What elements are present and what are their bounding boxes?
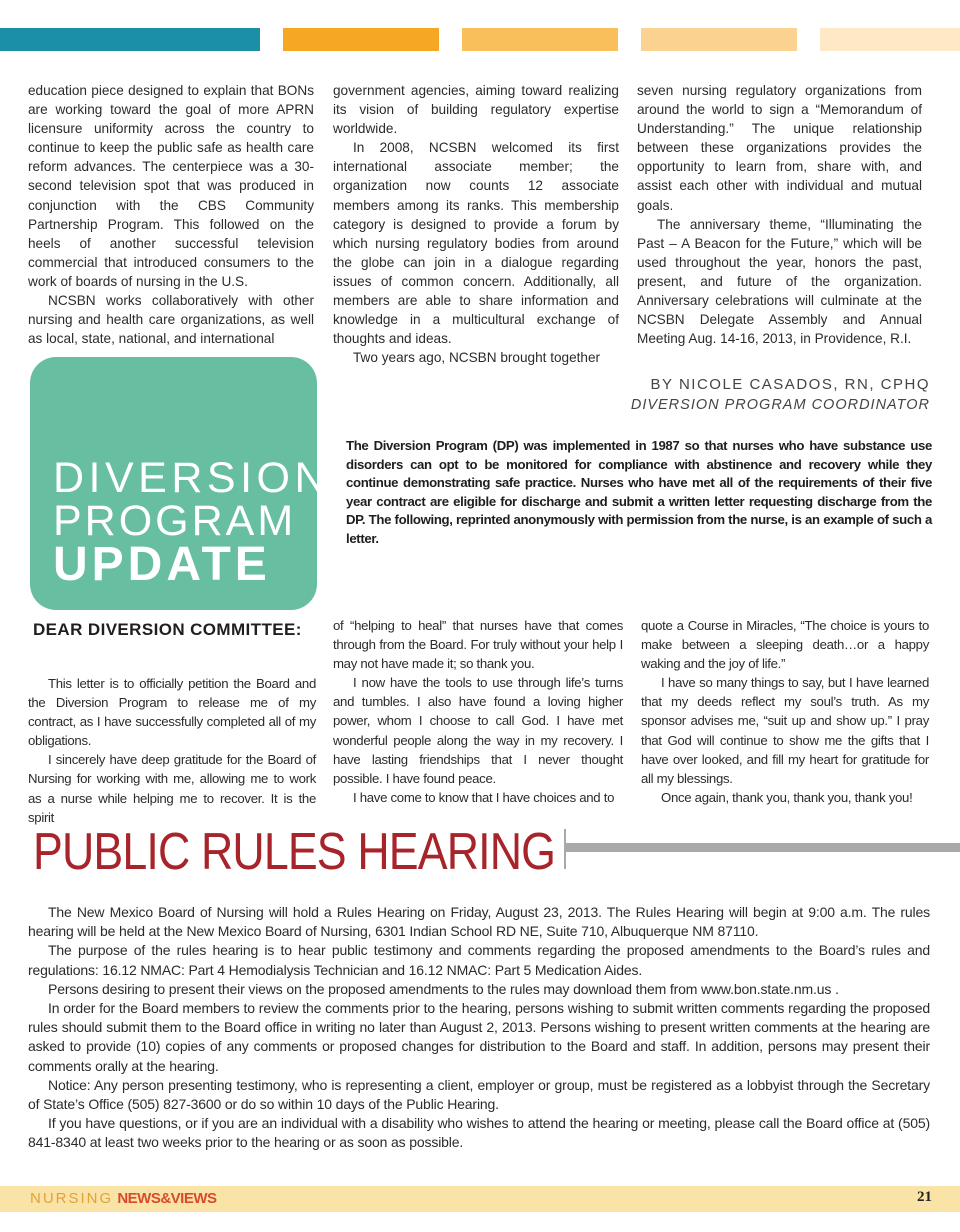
letter-column-2 [333, 616, 623, 807]
byline-author-name: NICOLE CASADOS, RN, CPHQ [678, 376, 930, 393]
header-bar-teal [0, 28, 260, 51]
brand-nursing: NURSING [30, 1190, 114, 1207]
publication-brand [30, 1190, 217, 1207]
paragraph: If you have questions, or if you are an individual with a disability who wishes to attend the hearing or meeting, please call the Board office at (505) 841-8340 at least two weeks prior to the hearing or as soon as possible. [28, 1115, 930, 1151]
brand-news-views: NEWS&VIEWS [117, 1190, 217, 1207]
paragraph: I have come to know that I have choices and to [353, 789, 615, 805]
letter-heading: DEAR DIVERSION COMMITTEE: [33, 620, 302, 639]
badge-line-program: PROGRAM [53, 497, 297, 545]
paragraph: Persons desiring to present their views on the proposed amendments to the rules may download them from www.bon.state.nm.us . [48, 980, 839, 997]
paragraph: education piece designed to explain that BONs are working toward the goal of more APRN licensure uniformity across the country to continue to keep the public safe as health care reform advances. The centerpiece was a 30-second television spot that was produced in conjunction with the CBS Community Partnership Program. This followed on the heels of another successful television commercial that introduced consumers to the work of boards of nursing in the U.S. [28, 83, 314, 289]
badge-line-diversion: DIVERSION [53, 454, 331, 502]
paragraph: The anniversary theme, “Illuminating the Past – A Beacon for the Future,” which will be used throughout the year, honors the past, present, and future of the organization. Anniversary celebrations will culminate at the NCSBN Delegate Assembly and Annual Meeting Aug. 14-16, 2013, in Providence, R.I. [637, 216, 922, 347]
paragraph: In order for the Board members to review the comments prior to the hearing, persons wishing to submit written comments regarding the proposed rules should submit them to the Board office in writing no later than August 2, 2013. Persons wishing to present written comments at the hearing are asked to provide (10) copies of any comments or proposed changes for distribution to the Board and staff. In addition, persons may present their comments orally at the hearing. [28, 1000, 930, 1074]
paragraph: This letter is to officially petition the Board and the Diversion Program to release me of my contract, as I have successfully completed all of my obligations. [28, 676, 316, 749]
letter-column-1 [28, 674, 316, 827]
paragraph: I have so many things to say, but I have learned that my deeds reflect my soul’s truth. As my sponsor advises me, “suit up and show up.” I pray that God will continue to show me the gifts that I have over looked, and fill my heart for gratitude for all my blessings. [641, 675, 929, 786]
paragraph: The purpose of the rules hearing is to hear public testimony and comments regarding the proposed amendments to the Board’s rules and regulations: 16.12 NMAC: Part 4 Hemodialysis Technician and 16.12 NMAC: Part 5 Medication Aides. [28, 942, 930, 978]
page-number: 21 [917, 1189, 932, 1205]
paragraph: I now have the tools to use through life’s turns and tumbles. I also have found a loving higher power, whom I choose to call God. I have met wonderful people along the way in my recovery. I have lasting friendships that I never thought possible. I have found peace. [333, 675, 623, 786]
byline [631, 376, 930, 413]
paragraph: Two years ago, NCSBN brought together [353, 350, 601, 366]
article-column-3 [637, 81, 922, 348]
letter-column-3 [641, 616, 929, 807]
header-bar-peach [641, 28, 797, 51]
paragraph: seven nursing regulatory organizations from around the world to sign a “Memorandum of Understanding.” The unique relationship between these organizations provides the opportunity to learn from, share with, and assist each other with individual and mutual goals. [637, 83, 922, 213]
paragraph: Notice: Any person presenting testimony, who is representing a client, employer or group, must be registered as a lobbyist through the Secretary of State’s Office (505) 827-3600 or do so within 10 days of the Public Hearing. [28, 1076, 930, 1113]
byline-author [631, 376, 930, 393]
paragraph: Once again, thank you, thank you, thank you! [661, 789, 913, 805]
paragraph: of “helping to heal” that nurses have that comes through from the Board. For truly without your help I may not have made it; so thank you. [333, 618, 623, 672]
paragraph: quote a Course in Miracles, “The choice is yours to make between a sleeping death…or a happy waking and the joy of life.” [641, 618, 929, 672]
header-bar-cream [820, 28, 960, 51]
public-rules-hearing-body [28, 903, 930, 1153]
byline-author-title: DIVERSION PROGRAM COORDINATOR [630, 397, 930, 413]
paragraph: The New Mexico Board of Nursing will hold a Rules Hearing on Friday, August 23, 2013. The Rules Hearing will begin at 9:00 a.m. The rules hearing will be held at the New Mexico Board of Nursing, 6301 Indian School RD NE, Suite 710, Albuquerque NM 87110. [28, 904, 930, 940]
badge-line-update: UPDATE [53, 538, 271, 591]
article-column-1 [28, 81, 314, 348]
section-divider [566, 843, 960, 852]
public-rules-hearing-title: PUBLIC RULES HEARING [33, 823, 556, 881]
diversion-program-badge [30, 357, 331, 610]
byline-prefix: BY [650, 376, 674, 393]
paragraph: government agencies, aiming toward realizing its vision of building regulatory expertise worldwide. [333, 83, 619, 137]
paragraph: NCSBN works collaboratively with other nursing and health care organizations, as well as local, state, national, and international [28, 293, 314, 347]
paragraph: In 2008, NCSBN welcomed its first international associate member; the organization now counts 12 associate members among its ranks. This membership category is designed to provide a forum by which nursing regulatory bodies from around the globe can join in a dialogue regarding issues of common concern. Additionally, all members are able to share information and knowledge in a multicultural exchange of thoughts and ideas. [333, 140, 619, 347]
paragraph: I sincerely have deep gratitude for the Board of Nursing for working with me, allowing me to work as a nurse while helping me to recover. It is the spirit [28, 752, 316, 825]
page-footer [0, 1186, 960, 1212]
header-bar-orange [283, 28, 439, 51]
diversion-intro: The Diversion Program (DP) was implemented in 1987 so that nurses who have substance use disorders can opt to be monitored for compliance with abstinence and recovery while they continue demonstrating safe practice. Nurses who have met all of the requirements of their five year contract are eligible for discharge and submit a written letter requesting discharge from the DP. The following, reprinted anonymously with permission from the nurse, is an example of such a letter. [346, 438, 932, 546]
article-column-2 [333, 81, 619, 367]
header-bar-amber [462, 28, 618, 51]
